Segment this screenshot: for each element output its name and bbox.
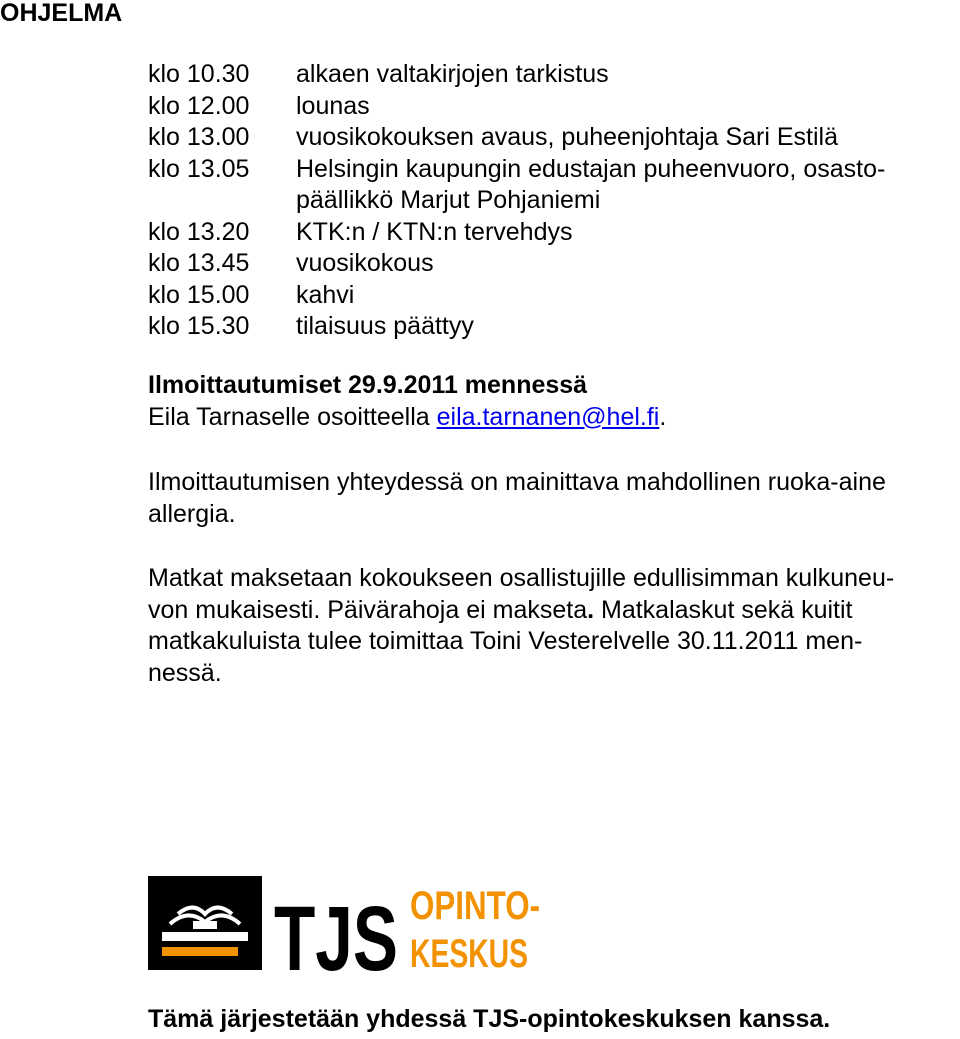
schedule-time: klo 13.20 [148, 217, 250, 246]
schedule-description: alkaen valtakirjojen tarkistus [296, 60, 609, 88]
schedule-time: klo 13.05 [148, 154, 250, 183]
schedule-time: klo 12.00 [148, 91, 250, 120]
schedule-description-line: päällikkö Marjut Pohjaniemi [296, 186, 601, 214]
schedule-description: vuosikokouksen avaus, puheenjohtaja Sari Estilä [296, 123, 839, 151]
schedule-description: kahvi [296, 280, 355, 309]
schedule-row [148, 248, 956, 280]
schedule-description: vuosikokous [296, 249, 434, 277]
travel-note-line: Matkat maksetaan kokoukseen osallistujille edullisimman kulkuneu- [148, 564, 895, 592]
allergy-note [148, 467, 960, 530]
travel-note-line: von mukaisesti. Päivärahoja ei makseta [148, 595, 588, 624]
tjs-logo-line1: OPINTO- [410, 884, 540, 928]
schedule-description: KTK:n / KTN:n tervehdys [296, 217, 573, 246]
email-link[interactable]: eila.tarnanen@hel.fi [436, 402, 660, 431]
tjs-logo-brand: TJS [274, 888, 398, 990]
travel-note-period: . [587, 595, 595, 624]
schedule-description-line: Helsingin kaupungin edustajan puheenvuoro, osasto- [296, 154, 886, 183]
travel-note-line: nessä. [148, 658, 222, 687]
schedule-description: lounas [296, 91, 370, 120]
travel-note-line: matkakuluista tulee toimittaa Toini Vesterelvelle 30.11.2011 men- [148, 627, 863, 655]
page-heading: OHJELMA [0, 0, 123, 27]
schedule-time: klo 15.30 [148, 312, 250, 340]
schedule-row [148, 311, 956, 343]
registration-section [148, 370, 960, 433]
schedule-time: klo 10.30 [148, 60, 250, 88]
schedule-time: klo 13.45 [148, 249, 250, 277]
registration-title: Ilmoittautumiset 29.9.2011 mennessä [148, 371, 588, 399]
schedule-row [148, 91, 956, 123]
schedule-row [148, 122, 956, 154]
footer-note: Tämä järjestetään yhdessä TJS-opintokeskuksen kanssa. [148, 1005, 831, 1033]
travel-note-line: Matkalaskut sekä kuitit [594, 595, 853, 624]
schedule-row [148, 59, 956, 91]
registration-contact-text: Eila Tarnaselle osoitteella [148, 402, 437, 431]
schedule-row [148, 217, 956, 249]
book-icon [148, 876, 262, 970]
schedule-list [148, 59, 956, 343]
travel-note [148, 563, 960, 689]
schedule-row [148, 154, 956, 217]
schedule-row [148, 280, 956, 312]
allergy-note-line: allergia. [148, 499, 236, 528]
tjs-logo-line2: KESKUS [410, 932, 528, 976]
registration-contact [148, 402, 960, 434]
registration-contact-period: . [659, 402, 667, 431]
schedule-description [296, 154, 956, 217]
schedule-time: klo 15.00 [148, 280, 250, 309]
tjs-logo [148, 874, 548, 990]
schedule-description: tilaisuus päättyy [296, 312, 474, 340]
schedule-time: klo 13.00 [148, 123, 250, 151]
allergy-note-line: Ilmoittautumisen yhteydessä on mainittava mahdollinen ruoka-aine [148, 468, 886, 496]
